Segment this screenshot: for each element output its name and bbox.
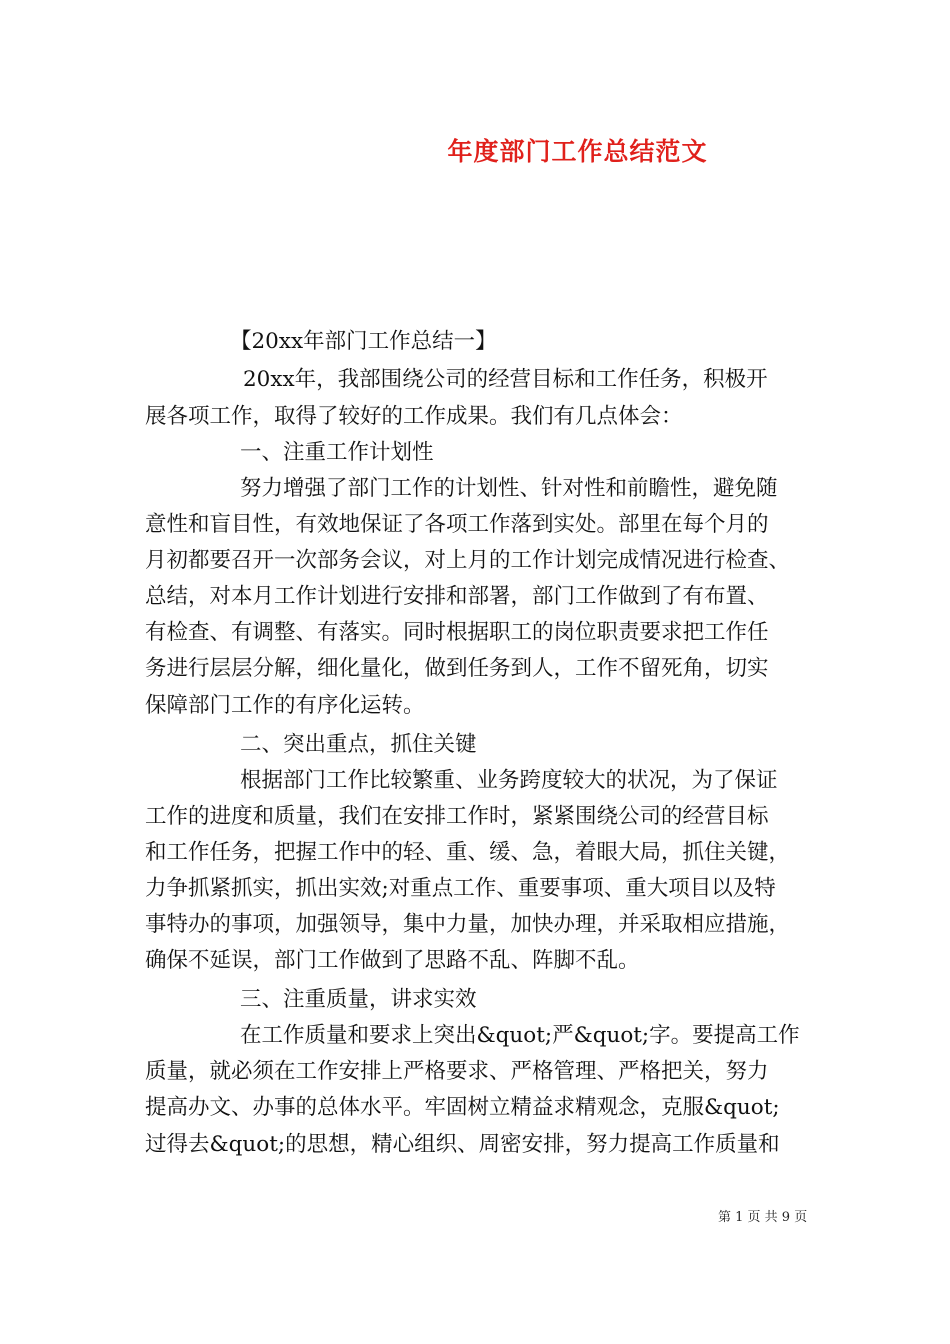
paragraph-line: 过得去&quot;的思想，精心组织、周密安排，努力提高工作质量和: [145, 1132, 780, 1157]
paragraph-line: 确保不延误，部门工作做到了思路不乱、阵脚不乱。: [145, 948, 640, 973]
subheading-1: 一、注重工作计划性: [240, 440, 434, 465]
paragraph-line: 根据部门工作比较繁重、业务跨度较大的状况，为了保证: [240, 768, 778, 793]
paragraph-line: 20xx年，我部围绕公司的经营目标和工作任务，积极开: [243, 367, 768, 392]
paragraph-line: 努力增强了部门工作的计划性、针对性和前瞻性，避免随: [240, 476, 778, 501]
paragraph-line: 月初都要召开一次部务会议，对上月的工作计划完成情况进行检查、: [145, 548, 791, 573]
paragraph-line: 工作的进度和质量，我们在安排工作时，紧紧围绕公司的经营目标: [145, 804, 769, 829]
paragraph-line: 保障部门工作的有序化运转。: [145, 693, 425, 718]
section-heading: 【20xx年部门工作总结一】: [230, 329, 497, 354]
paragraph-line: 质量，就必须在工作安排上严格要求、严格管理、严格把关，努力: [145, 1059, 769, 1084]
paragraph-line: 有检查、有调整、有落实。同时根据职工的岗位职责要求把工作任: [145, 620, 769, 645]
paragraph-line: 总结，对本月工作计划进行安排和部署，部门工作做到了有布置、: [145, 584, 769, 609]
page-number-footer: 第 1 页 共 9 页: [718, 1210, 808, 1225]
paragraph-line: 务进行层层分解，细化量化，做到任务到人，工作不留死角，切实: [145, 656, 769, 681]
paragraph-line: 展各项工作，取得了较好的工作成果。我们有几点体会：: [145, 404, 683, 429]
paragraph-line: 力争抓紧抓实，抓出实效;对重点工作、重要事项、重大项目以及特: [145, 876, 776, 901]
paragraph-line: 提高办文、办事的总体水平。牢固树立精益求精观念，克服&quot;: [145, 1095, 780, 1120]
document-title: 年度部门工作总结范文: [447, 137, 708, 166]
paragraph-line: 在工作质量和要求上突出&quot;严&quot;字。要提高工作: [240, 1023, 800, 1048]
paragraph-line: 和工作任务，把握工作中的轻、重、缓、急，着眼大局，抓住关键，: [145, 840, 791, 865]
subheading-2: 二、突出重点，抓住关键: [240, 732, 477, 757]
paragraph-line: 意性和盲目性，有效地保证了各项工作落到实处。部里在每个月的: [145, 512, 769, 537]
paragraph-line: 事特办的事项，加强领导，集中力量，加快办理，并采取相应措施，: [145, 912, 791, 937]
subheading-3: 三、注重质量，讲求实效: [240, 987, 477, 1012]
